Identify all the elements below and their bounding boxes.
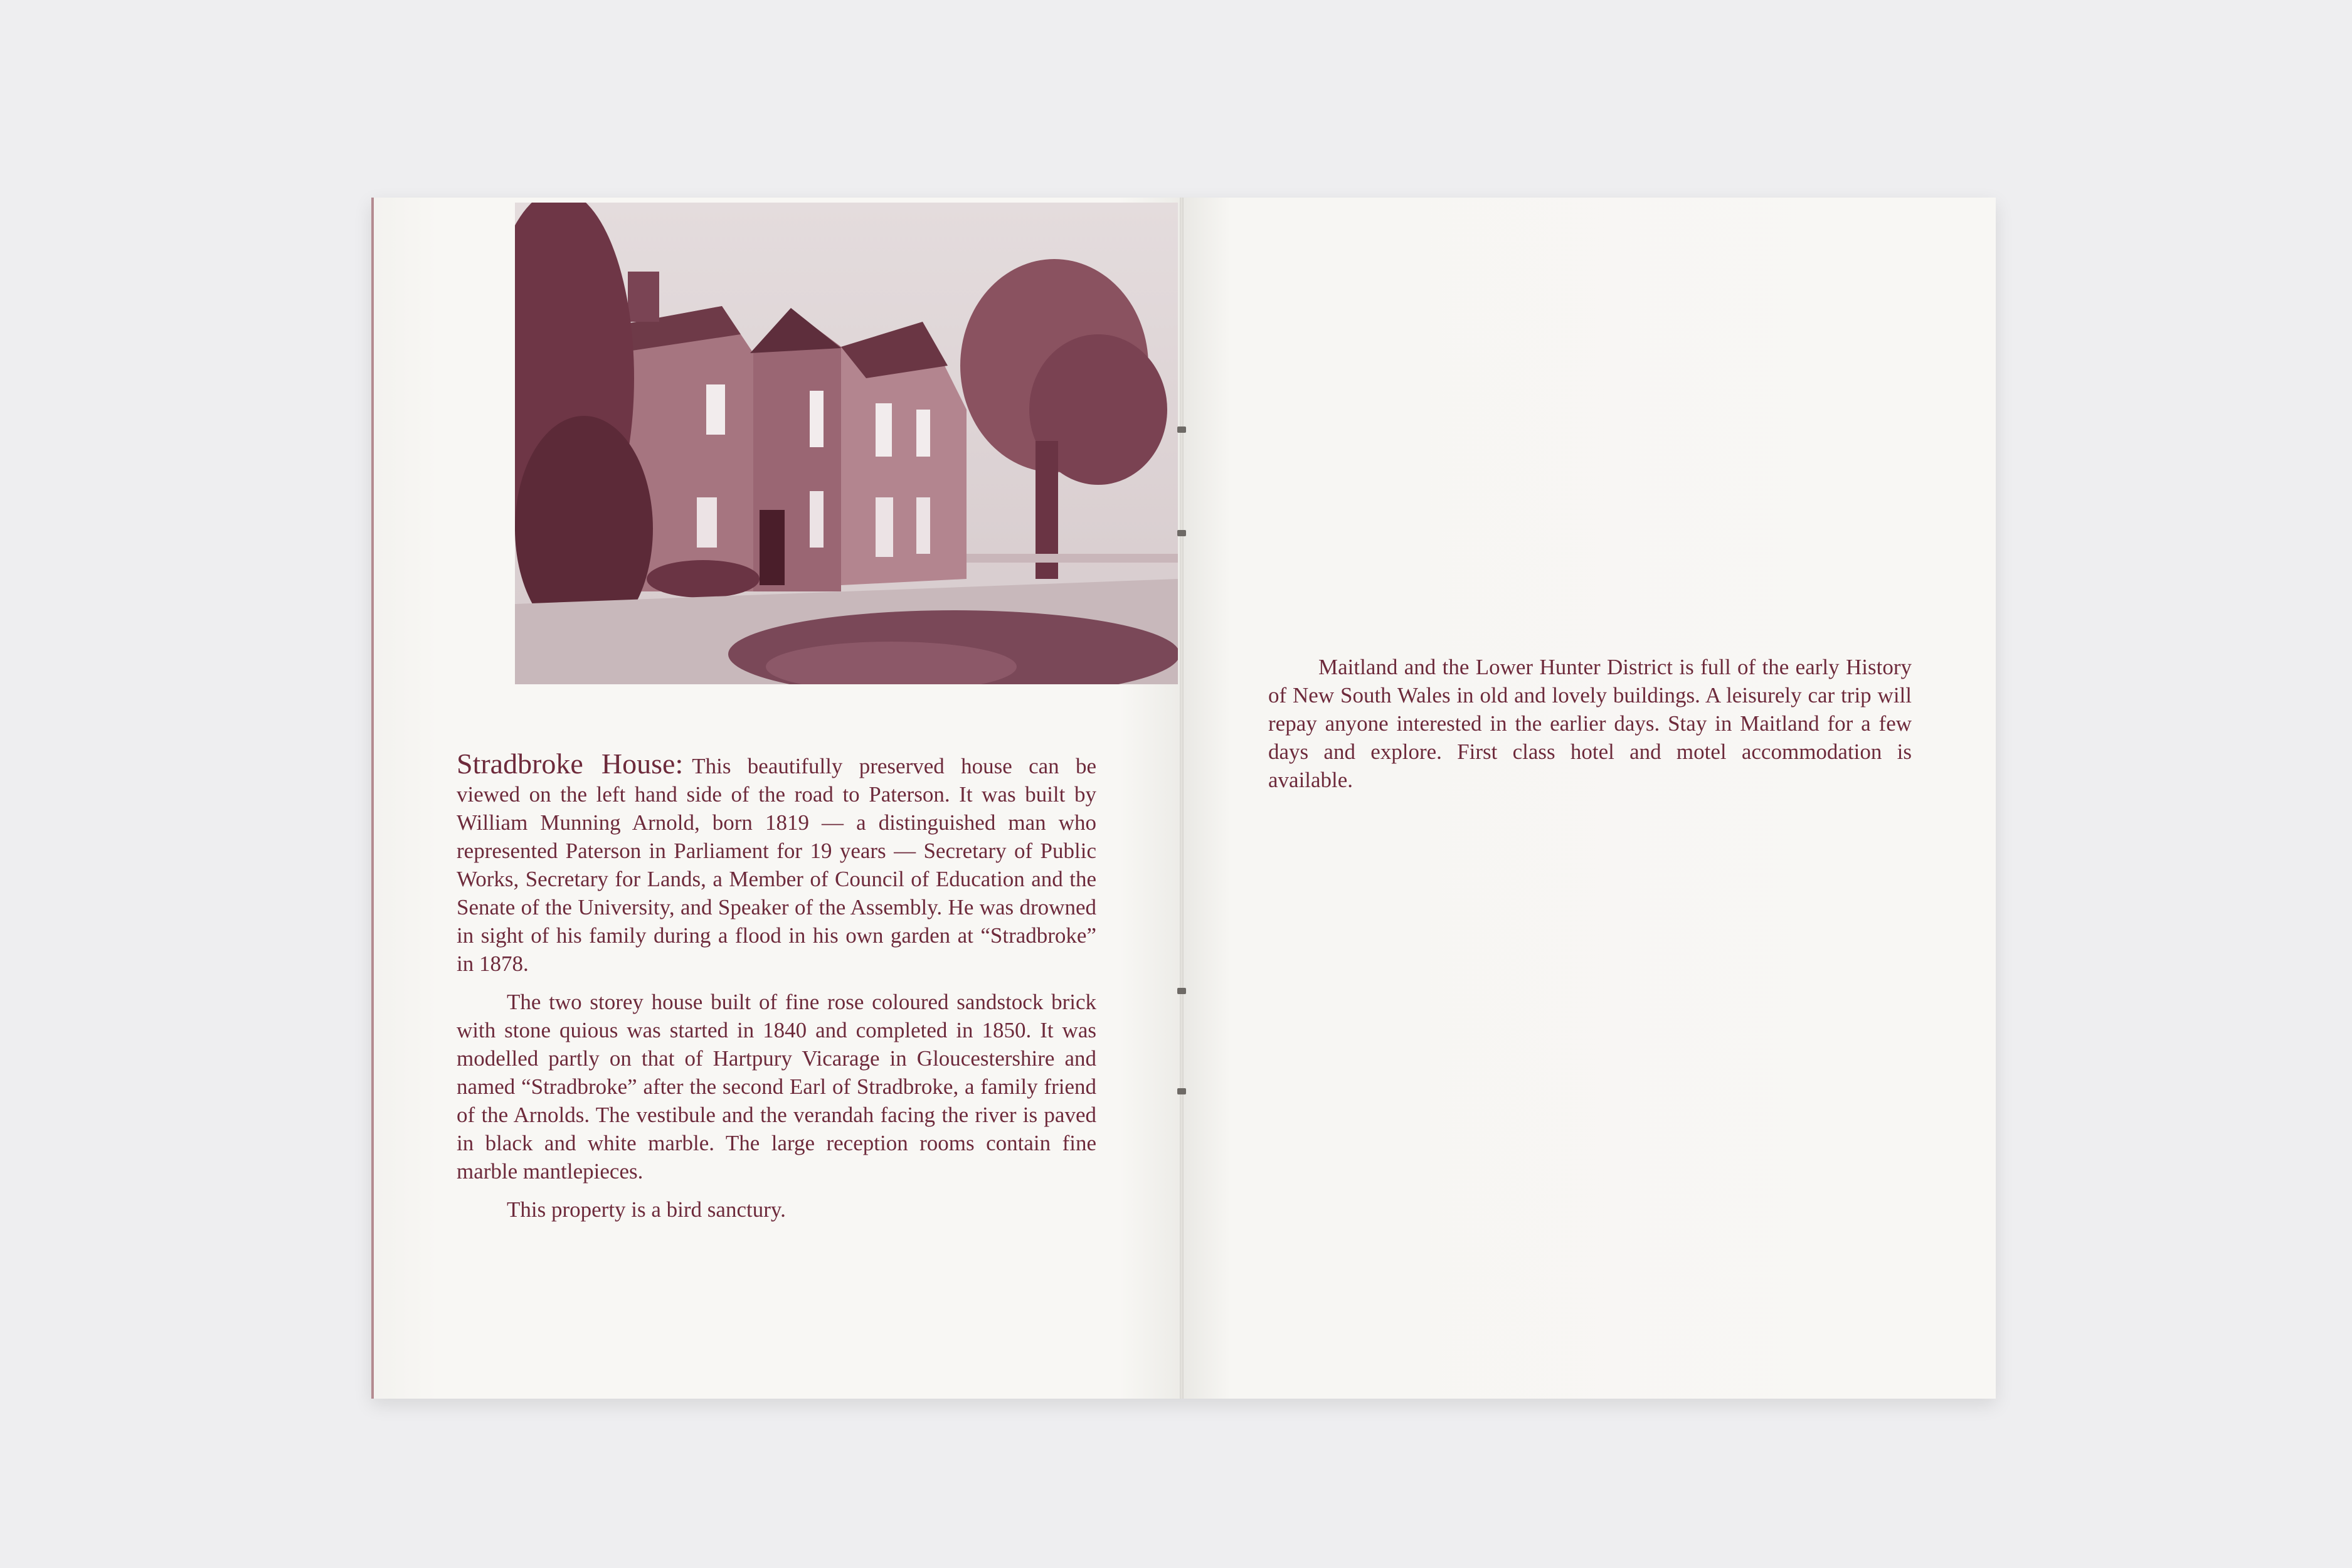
staple bbox=[1177, 426, 1186, 433]
staple bbox=[1177, 1088, 1186, 1094]
open-booklet bbox=[371, 198, 1996, 1399]
left-page bbox=[371, 198, 1184, 1399]
staple bbox=[1177, 988, 1186, 994]
maitland-paragraph: Maitland and the Lower Hunter District is full of the early History of New South Wales in old and lovely buildings. A leisurely car trip will repay anyone interested in the earlier days. Stay in Maitland for a few days and explore. First class hotel and motel accommodation is available. bbox=[1268, 655, 1912, 792]
article-intro-paragraph bbox=[457, 750, 1096, 978]
stradbroke-article bbox=[457, 750, 1096, 1234]
booklet-spine bbox=[1180, 198, 1184, 1399]
article-paragraph-3: This property is a bird sanctury. bbox=[507, 1197, 786, 1222]
article-intro-text: This beautifully preserved house can be viewed on the left hand side of the road to Paterson. It was built by William Munning Arnold, born 1819 — a distinguished man who represented Paterson in Parliament for 19 years — Secretary of Public Works, Secretary for Lands, a Member of Council of Education and the Senate of the University, and Speaker of the Assembly. He was drowned in sight of his family during a flood in his own garden at “Stradbroke” in 1878. bbox=[457, 754, 1097, 976]
stradbroke-house-image bbox=[515, 203, 1178, 684]
right-page bbox=[1182, 198, 1996, 1399]
article-paragraph-2: The two storey house built of fine rose coloured sandstock brick with stone quious was started in 1840 and completed in 1850. It was modelled partly on that of Hartpury Vicarage in Gloucestershire and named “Stradbroke” after the second Earl of Stradbroke, a family friend of the Arnolds. The vestibule and the verandah facing the river is paved in black and white marble. The large reception rooms contain fine marble mantlepieces. bbox=[457, 990, 1096, 1184]
house-photo bbox=[515, 203, 1178, 684]
article-heading: Stradbroke House: bbox=[457, 748, 684, 780]
staple bbox=[1177, 530, 1186, 536]
